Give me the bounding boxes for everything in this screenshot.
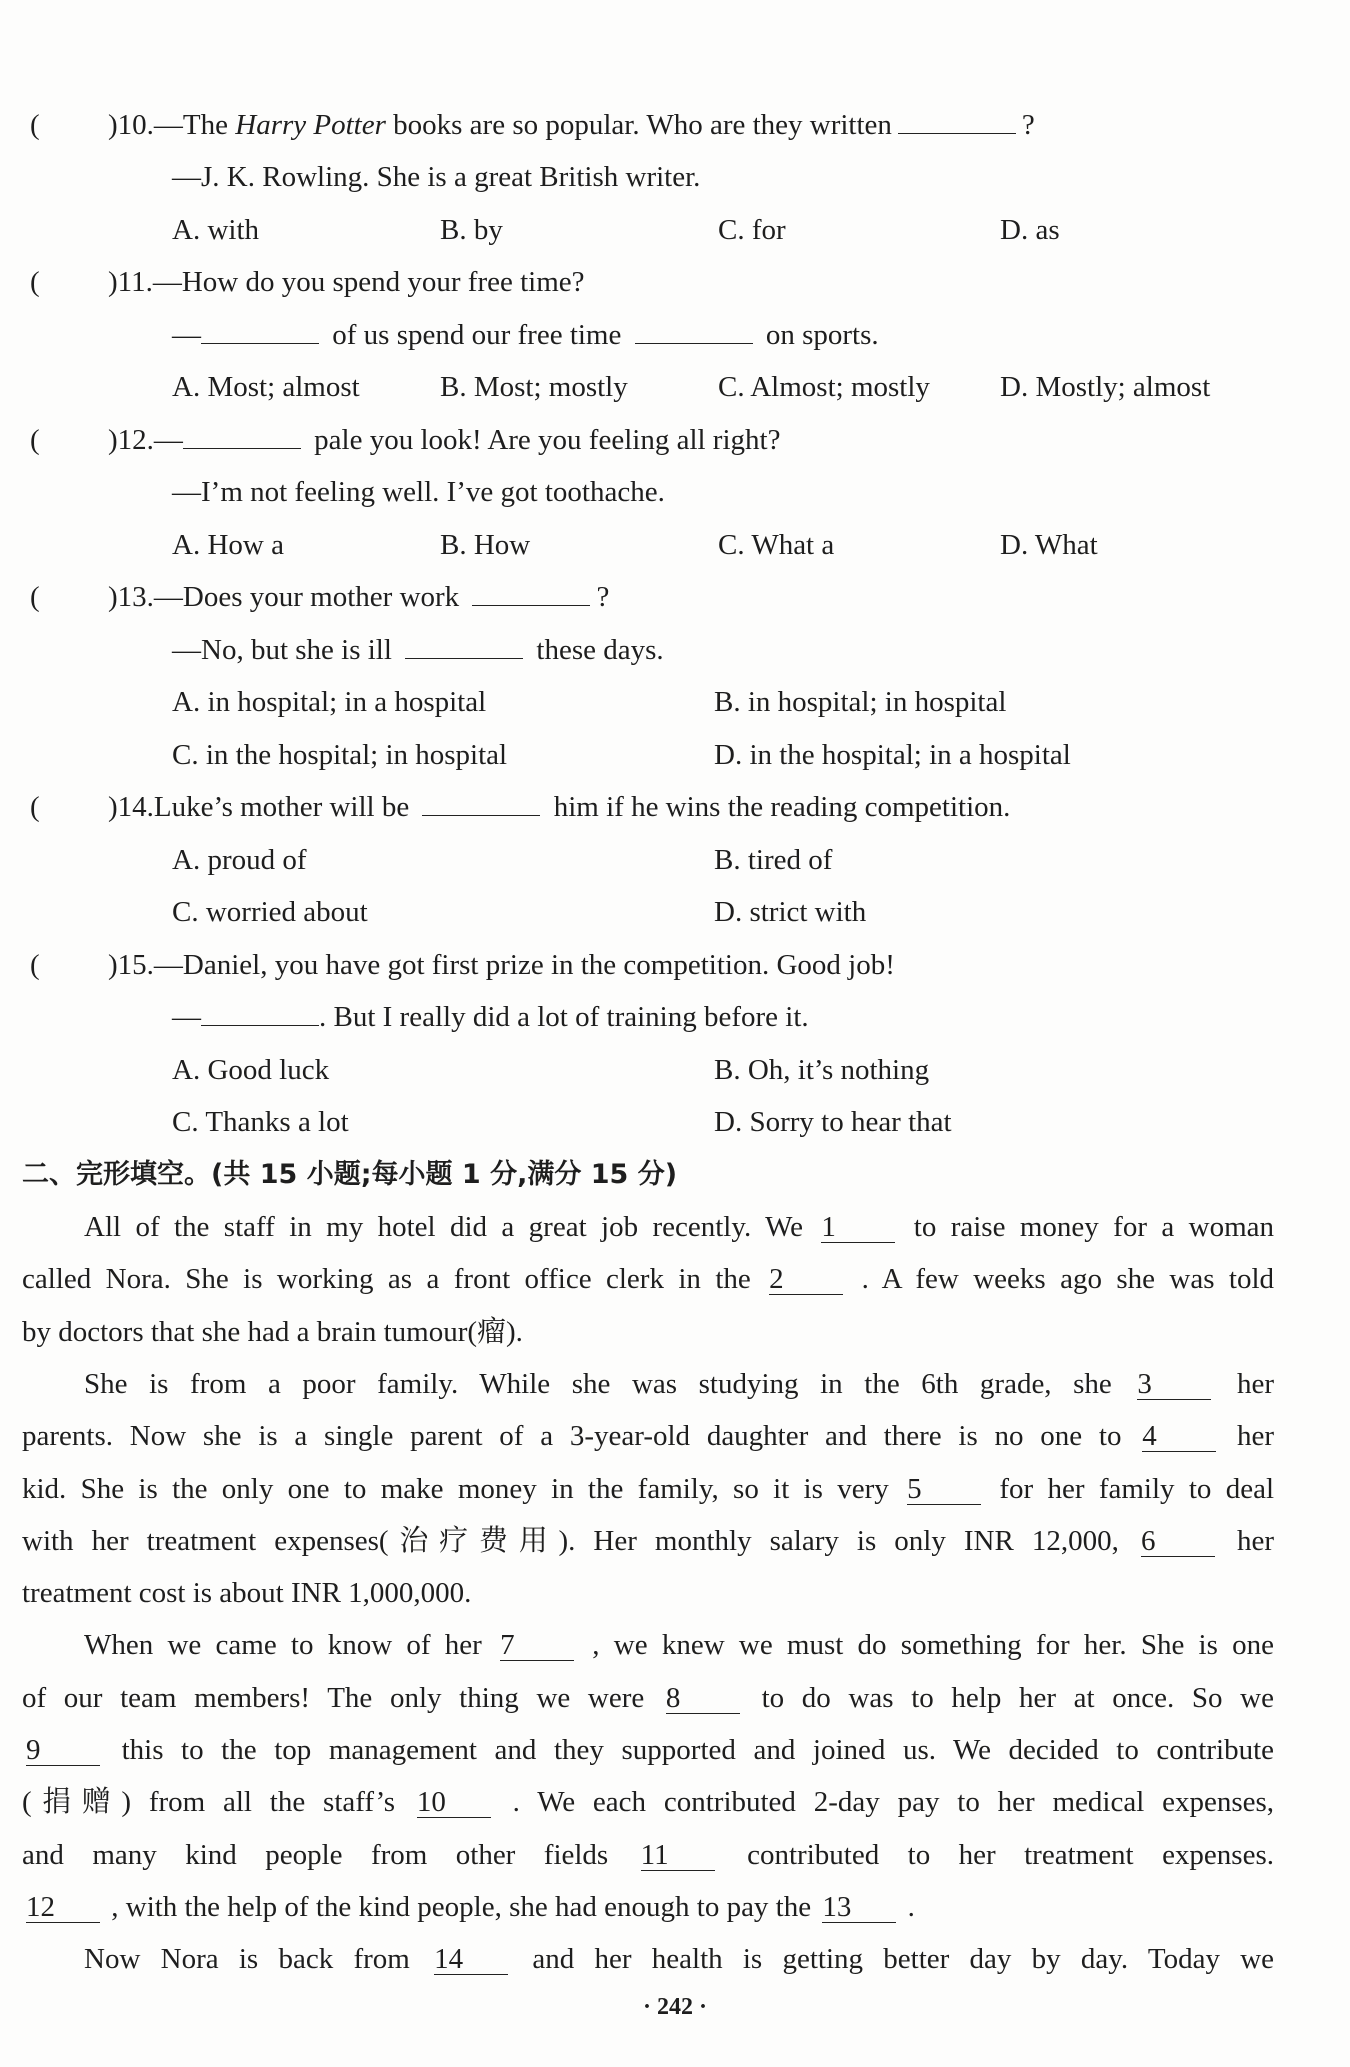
- passage-text: her: [1236, 1420, 1275, 1453]
- option-a[interactable]: A. proud of: [172, 844, 307, 876]
- passage-line: [22, 1836, 1274, 1874]
- option-b[interactable]: B. Oh, it’s nothing: [714, 1054, 930, 1086]
- reply-text: —J. K. Rowling. She is a great British writer.: [172, 161, 701, 193]
- numbered-blank: 14: [434, 1944, 508, 1975]
- numbered-blank: 4: [1142, 1421, 1216, 1452]
- stem-text: —How do you spend your free time?: [152, 266, 585, 298]
- passage-line: [84, 1365, 1274, 1403]
- stem-text: ?: [1021, 109, 1035, 141]
- option-d[interactable]: D. as: [1000, 214, 1060, 246]
- passage-line: [22, 1417, 1274, 1455]
- question-number: )15.: [108, 949, 154, 981]
- answer-paren: (: [30, 109, 40, 141]
- option-a[interactable]: A. Most; almost: [172, 371, 360, 403]
- question-stem: [108, 263, 585, 301]
- numbered-blank: 12: [26, 1892, 100, 1923]
- reply-dash: —: [172, 319, 201, 351]
- blank-line: [201, 317, 319, 344]
- passage-text: treatment cost is about INR 1,000,000.: [22, 1577, 472, 1610]
- passage-text: , we knew we must do something for her. She is one: [592, 1629, 1274, 1662]
- passage-line: [22, 1522, 1274, 1560]
- question-stem: [108, 788, 1010, 826]
- reply-text: [172, 316, 879, 354]
- passage-text: contributed to her treatment expenses.: [747, 1838, 1275, 1871]
- passage-text: called Nora. She is working as a front office clerk in the: [22, 1263, 751, 1296]
- passage-text: her: [1237, 1367, 1275, 1400]
- passage-text: All of the staff in my hotel did a great job recently. We: [84, 1211, 803, 1243]
- option-c[interactable]: C. worried about: [172, 896, 368, 928]
- option-b[interactable]: B. tired of: [714, 844, 833, 876]
- passage-line: [84, 1208, 1274, 1246]
- numbered-blank: 11: [641, 1840, 715, 1871]
- question-number: )12.: [108, 424, 154, 456]
- question-number: )13.: [108, 581, 154, 613]
- blank-line: [422, 789, 540, 816]
- option-a[interactable]: A. in hospital; in a hospital: [172, 686, 487, 718]
- reply-text: [172, 998, 809, 1036]
- numbered-blank: 10: [417, 1787, 491, 1818]
- passage-text: .: [907, 1890, 915, 1923]
- passage-line: [22, 1783, 1274, 1821]
- answer-paren: (: [30, 791, 40, 823]
- passage-line: [22, 1731, 1274, 1769]
- reply-dash: —: [172, 1001, 201, 1033]
- stem-text: ?: [596, 581, 610, 613]
- question-number: )11.: [108, 266, 153, 298]
- option-d[interactable]: D. strict with: [714, 896, 867, 928]
- option-a[interactable]: A. with: [172, 214, 259, 246]
- passage-line: [22, 1260, 1274, 1298]
- option-c[interactable]: C. for: [718, 214, 786, 246]
- option-b[interactable]: B. Most; mostly: [440, 371, 628, 403]
- question-stem: [108, 106, 1035, 144]
- book-title: Harry Potter: [235, 109, 386, 141]
- stem-dash: —: [153, 424, 183, 456]
- section-title: 二、完形填空。(共 15 小题;每小题 1 分,满分 15 分): [22, 1159, 678, 1190]
- passage-text: for her family to deal: [999, 1472, 1275, 1505]
- reply-text: [172, 631, 664, 669]
- stem-text: —Daniel, you have got first prize in the competition. Good job!: [153, 949, 895, 981]
- reply-text-part: on sports.: [765, 319, 879, 351]
- passage-text: by doctors that she had a brain tumour(瘤).: [22, 1315, 523, 1348]
- option-d[interactable]: D. Mostly; almost: [1000, 371, 1211, 403]
- numbered-blank: 7: [500, 1630, 574, 1661]
- passage-text: parents. Now she is a single parent of a 3-year-old daughter and there is no one to: [22, 1420, 1122, 1453]
- option-c[interactable]: C. in the hospital; in hospital: [172, 739, 508, 771]
- passage-line: [22, 1679, 1274, 1717]
- passage-text: She is from a poor family. While she was studying in the 6th grade, she: [84, 1367, 1112, 1400]
- reply-text-part: . But I really did a lot of training before it.: [319, 1001, 809, 1033]
- reply-text-part: these days.: [536, 634, 664, 666]
- numbered-blank: 8: [666, 1683, 740, 1714]
- question-stem: [108, 946, 895, 984]
- blank-line: [898, 107, 1016, 134]
- blank-line: [201, 999, 319, 1026]
- passage-text: her: [1236, 1524, 1275, 1557]
- answer-paren: (: [30, 266, 40, 298]
- passage-line: [22, 1574, 1274, 1612]
- passage-text: (捐赠) from all the staff’s: [22, 1786, 395, 1819]
- passage-text: of our team members! The only thing we were: [22, 1681, 645, 1714]
- option-a[interactable]: A. Good luck: [172, 1054, 330, 1086]
- question-stem: [108, 421, 780, 459]
- passage-text: to raise money for a woman: [913, 1211, 1275, 1243]
- passage-text: and many kind people from other fields: [22, 1838, 609, 1871]
- blank-line: [472, 579, 590, 606]
- question-stem: [108, 578, 609, 616]
- option-d[interactable]: D. in the hospital; in a hospital: [714, 739, 1071, 771]
- stem-text: pale you look! Are you feeling all right?: [314, 424, 781, 456]
- question-number: )10.: [108, 109, 154, 141]
- passage-line: [84, 1940, 1274, 1978]
- blank-line: [183, 422, 301, 449]
- reply-text: —I’m not feeling well. I’ve got toothache.: [172, 476, 665, 508]
- passage-line: [22, 1313, 1274, 1351]
- option-c[interactable]: C. Almost; mostly: [718, 371, 930, 403]
- passage-line: [22, 1470, 1274, 1508]
- numbered-blank: 3: [1137, 1369, 1211, 1400]
- reply-text-part: —No, but she is ill: [172, 634, 392, 666]
- stem-text: him if he wins the reading competition.: [553, 791, 1011, 823]
- option-a[interactable]: A. How a: [172, 529, 284, 561]
- option-b[interactable]: B. by: [440, 214, 503, 246]
- stem-text: —Does your mother work: [153, 581, 460, 613]
- numbered-blank: 2: [769, 1264, 843, 1295]
- stem-text: books are so popular. Who are they written: [385, 109, 892, 141]
- option-b[interactable]: B. in hospital; in hospital: [714, 686, 1007, 718]
- answer-paren: (: [30, 424, 40, 456]
- numbered-blank: 5: [907, 1474, 981, 1505]
- passage-text: When we came to know of her: [84, 1629, 482, 1662]
- numbered-blank: 13: [822, 1892, 896, 1923]
- passage-line: [84, 1626, 1274, 1664]
- answer-paren: (: [30, 949, 40, 981]
- option-c[interactable]: C. What a: [718, 529, 835, 561]
- numbered-blank: 9: [26, 1735, 100, 1766]
- passage-text: kid. She is the only one to make money in the family, so it is very: [22, 1472, 889, 1505]
- passage-text: . A few weeks ago she was told: [861, 1263, 1275, 1296]
- blank-line: [635, 317, 753, 344]
- reply-text-part: of us spend our free time: [332, 319, 622, 351]
- passage-text: and her health is getting better day by day. Today we: [532, 1943, 1275, 1976]
- passage-text: this to the top management and they supported and joined us. We decided to contribute: [121, 1734, 1274, 1766]
- answer-paren: (: [30, 581, 40, 613]
- passage-text: , with the help of the kind people, she had enough to pay the: [111, 1890, 812, 1923]
- option-c[interactable]: C. Thanks a lot: [172, 1106, 349, 1138]
- stem-text: Luke’s mother will be: [153, 791, 410, 823]
- passage-line: [22, 1888, 1274, 1926]
- numbered-blank: 1: [821, 1212, 895, 1243]
- blank-line: [405, 632, 523, 659]
- option-b[interactable]: B. How: [440, 529, 531, 561]
- passage-text: with her treatment expenses(治疗费用). Her monthly salary is only INR 12,000,: [22, 1524, 1119, 1557]
- passage-text: to do was to help her at once. So we: [761, 1681, 1274, 1714]
- stem-text: —The: [153, 109, 236, 141]
- question-number: )14.: [108, 791, 154, 823]
- passage-text: Now Nora is back from: [84, 1943, 410, 1976]
- passage-text: . We each contributed 2-day pay to her medical expenses,: [512, 1786, 1275, 1819]
- page-number: · 242 ·: [642, 1994, 707, 2020]
- option-d[interactable]: D. What: [1000, 529, 1098, 561]
- numbered-blank: 6: [1141, 1526, 1215, 1557]
- option-d[interactable]: D. Sorry to hear that: [714, 1106, 952, 1138]
